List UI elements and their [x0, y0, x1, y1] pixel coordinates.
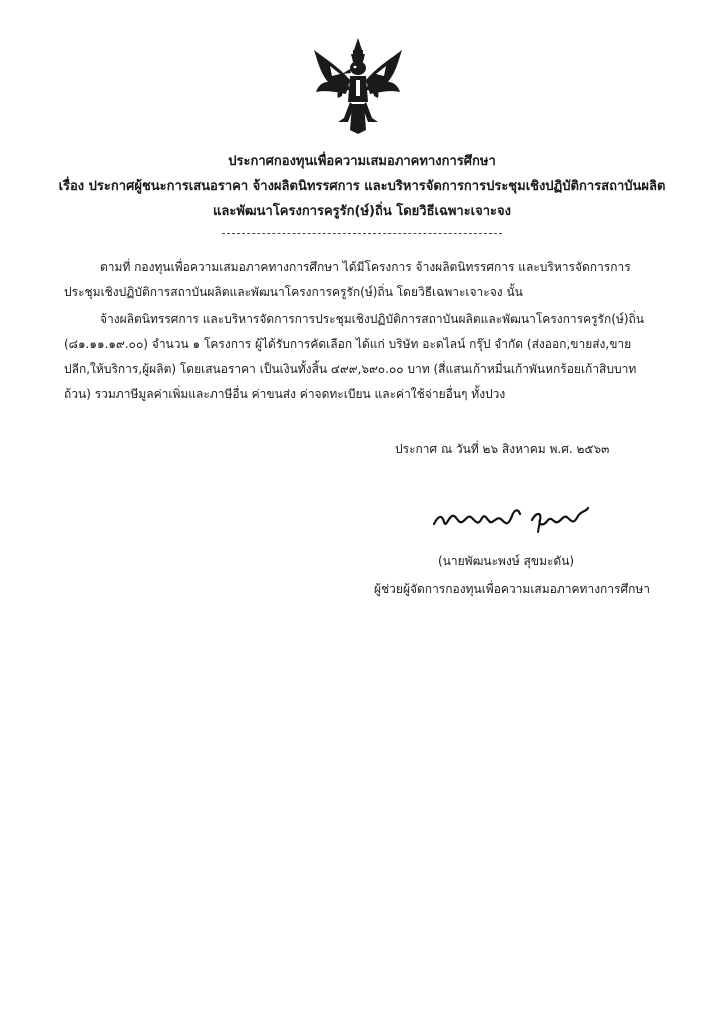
signer-name: (นายพัฒนะพงษ์ สุขมะดัน) — [438, 554, 575, 568]
header-divider — [222, 233, 502, 234]
announcement-subject: เรื่อง ประกาศผู้ชนะการเสนอราคา จ้างผลิตนิทรรศการ และบริหารจัดการการประชุมเชิงปฏิบัติการสถาบันผลิต — [58, 179, 666, 194]
body-paragraph-2-line-1: จ้างผลิตนิทรรศการ และบริหารจัดการการประชุมเชิงปฏิบัติการสถาบันผลิตและพัฒนาโครงการครูรัก(ษ์)ถิ่น — [100, 312, 645, 326]
garuda-emblem-icon — [310, 36, 406, 136]
announcement-title: ประกาศกองทุนเพื่อความเสมอภาคทางการศึกษา — [228, 154, 496, 169]
announcement-date: ประกาศ ณ วันที่ ๒๖ สิงหาคม พ.ศ. ๒๕๖๓ — [395, 442, 610, 456]
body-paragraph-1-line-2: ประชุมเชิงปฏิบัติการสถาบันผลิตและพัฒนาโครงการครูรัก(ษ์)ถิ่น โดยวิธีเฉพาะเจาะจง นั้น — [64, 285, 523, 299]
announcement-subject-continued: และพัฒนาโครงการครูรัก(ษ์)ถิ่น โดยวิธีเฉพาะเจาะจง — [213, 204, 511, 219]
body-paragraph-1-line-1: ตามที่ กองทุนเพื่อความเสมอภาคทางการศึกษา ได้มีโครงการ จ้างผลิตนิทรรศการ และบริหารจัดการการ — [100, 260, 631, 274]
body-paragraph-2-line-3: ปลีก,ให้บริการ,ผู้ผลิต) โดยเสนอราคา เป็นเงินทั้งสิ้น ๔๙๙,๖๙๐.๐๐ บาท (สี่แสนเก้าหมื่นเก้าพันหกร้อยเก้าสิบบาท — [64, 362, 637, 376]
body-paragraph-2-line-4: ถ้วน) รวมภาษีมูลค่าเพิ่มและภาษีอื่น ค่าขนส่ง ค่าจดทะเบียน และค่าใช้จ่ายอื่นๆ ทั้งปวง — [64, 387, 506, 401]
body-paragraph-2-line-2: (๘๑.๑๑.๑๙.๐๐) จำนวน ๑ โครงการ ผู้ได้รับการคัดเลือก ได้แก่ บริษัท อะดไลน์ กรุ๊ป จำกัด (ส่งออก,ขายส่ง,ขาย — [64, 337, 632, 351]
handwritten-signature — [428, 498, 598, 538]
signer-title: ผู้ช่วยผู้จัดการกองทุนเพื่อความเสมอภาคทางการศึกษา — [374, 582, 651, 596]
